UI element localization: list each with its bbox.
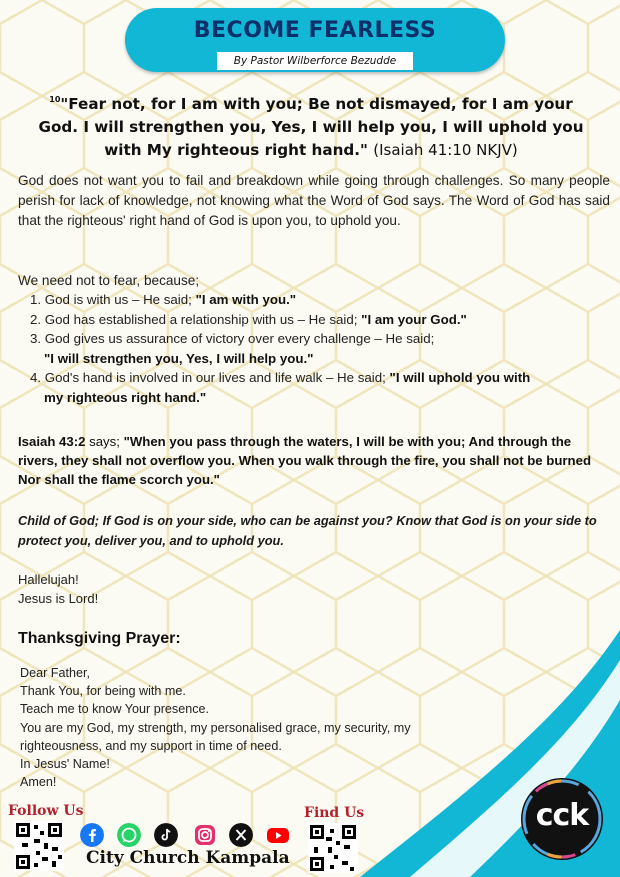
church-name: City Church Kampala: [86, 848, 290, 868]
key-verse: [28, 88, 594, 162]
reasons-lead: We need not to fear, because;: [18, 273, 200, 288]
hallelujah-line: Hallelujah!: [18, 572, 79, 587]
verse-text: "Fear not, for I am with you; Be not dismayed, for I am your God. I will strengthen you, Yes, I will help you, I will uphold you with My righteous right hand.": [38, 95, 584, 159]
logo-text: cck: [535, 798, 589, 833]
page-title: BECOME FEARLESS: [193, 18, 437, 43]
reasons-list: [30, 290, 610, 407]
facebook-icon[interactable]: [80, 823, 104, 847]
qr-code-follow[interactable]: [14, 821, 64, 871]
cck-logo: [521, 778, 603, 860]
verse-number: 10: [49, 95, 61, 104]
find-us-label: Find Us: [304, 805, 365, 821]
prayer-line: Teach me to know Your presence.: [20, 702, 210, 717]
prayer-body: [20, 664, 540, 791]
list-item: 2. God has established a relationship with us – He said; "I am your God.": [30, 311, 467, 327]
title-banner: [125, 8, 505, 72]
intro-paragraph: God does not want you to fail and breakdown while going through challenges. So many people perish for lack of knowledge, not knowing what the Word of God says. The Word of God has said that the righteous' right hand of God is upon you, to uphold you.: [18, 173, 610, 228]
follow-us-label: Follow Us: [8, 803, 84, 819]
prayer-line: righteousness, and my support in time of need.: [20, 738, 282, 753]
closing-declarations: [18, 570, 218, 608]
list-item-quote: my righteous right hand.": [44, 389, 207, 405]
list-item-quote: "I will strengthen you, Yes, I will help you.": [44, 350, 314, 366]
whatsapp-icon[interactable]: [117, 823, 141, 847]
prayer-line: Dear Father,: [20, 666, 90, 680]
isaiah-quote: Isaiah 43:2 says; "When you pass through the waters, I will be with you; And through the rivers, they shall not overflow you. When you walk through the fire, you shall not be burned Nor shall the flame scorch you.": [18, 434, 591, 487]
prayer-line: Thank You, for being with me.: [20, 684, 186, 699]
prayer-heading: Thanksgiving Prayer:: [18, 630, 181, 647]
youtube-icon[interactable]: [266, 823, 290, 847]
isaiah-reference: Isaiah 43:2: [18, 434, 86, 449]
child-of-god-paragraph: Child of God; If God is on your side, who can be against you? Know that God is on your side to protect you, deliver you, and to uphold you.: [18, 513, 597, 548]
jesus-is-lord-line: Jesus is Lord!: [18, 591, 99, 606]
author-byline: By Pastor Wilberforce Bezudde: [217, 52, 413, 70]
prayer-line: Amen!: [20, 775, 57, 790]
list-item: 3. God gives us assurance of victory over every challenge – He said;: [30, 331, 435, 346]
list-item: 1. God is with us – He said; "I am with you.": [30, 292, 297, 307]
prayer-line: In Jesus' Name!: [20, 757, 110, 772]
x-icon[interactable]: [229, 823, 253, 847]
instagram-icon[interactable]: [193, 823, 217, 847]
isaiah-text: "When you pass through the waters, I will be with you; And through the rivers, they shall not overflow you. When you walk through the fire, you shall not be burned Nor shall the flame scorch you.": [18, 434, 591, 487]
qr-code-find[interactable]: [308, 823, 358, 873]
verse-reference: (Isaiah 41:10 NKJV): [373, 141, 518, 159]
tiktok-icon[interactable]: [154, 823, 178, 847]
prayer-line: You are my God, my strength, my personalised grace, my security, my: [20, 720, 411, 735]
list-item: 4. God's hand is involved in our lives and life walk – He said; "I will uphold you with: [30, 370, 531, 385]
